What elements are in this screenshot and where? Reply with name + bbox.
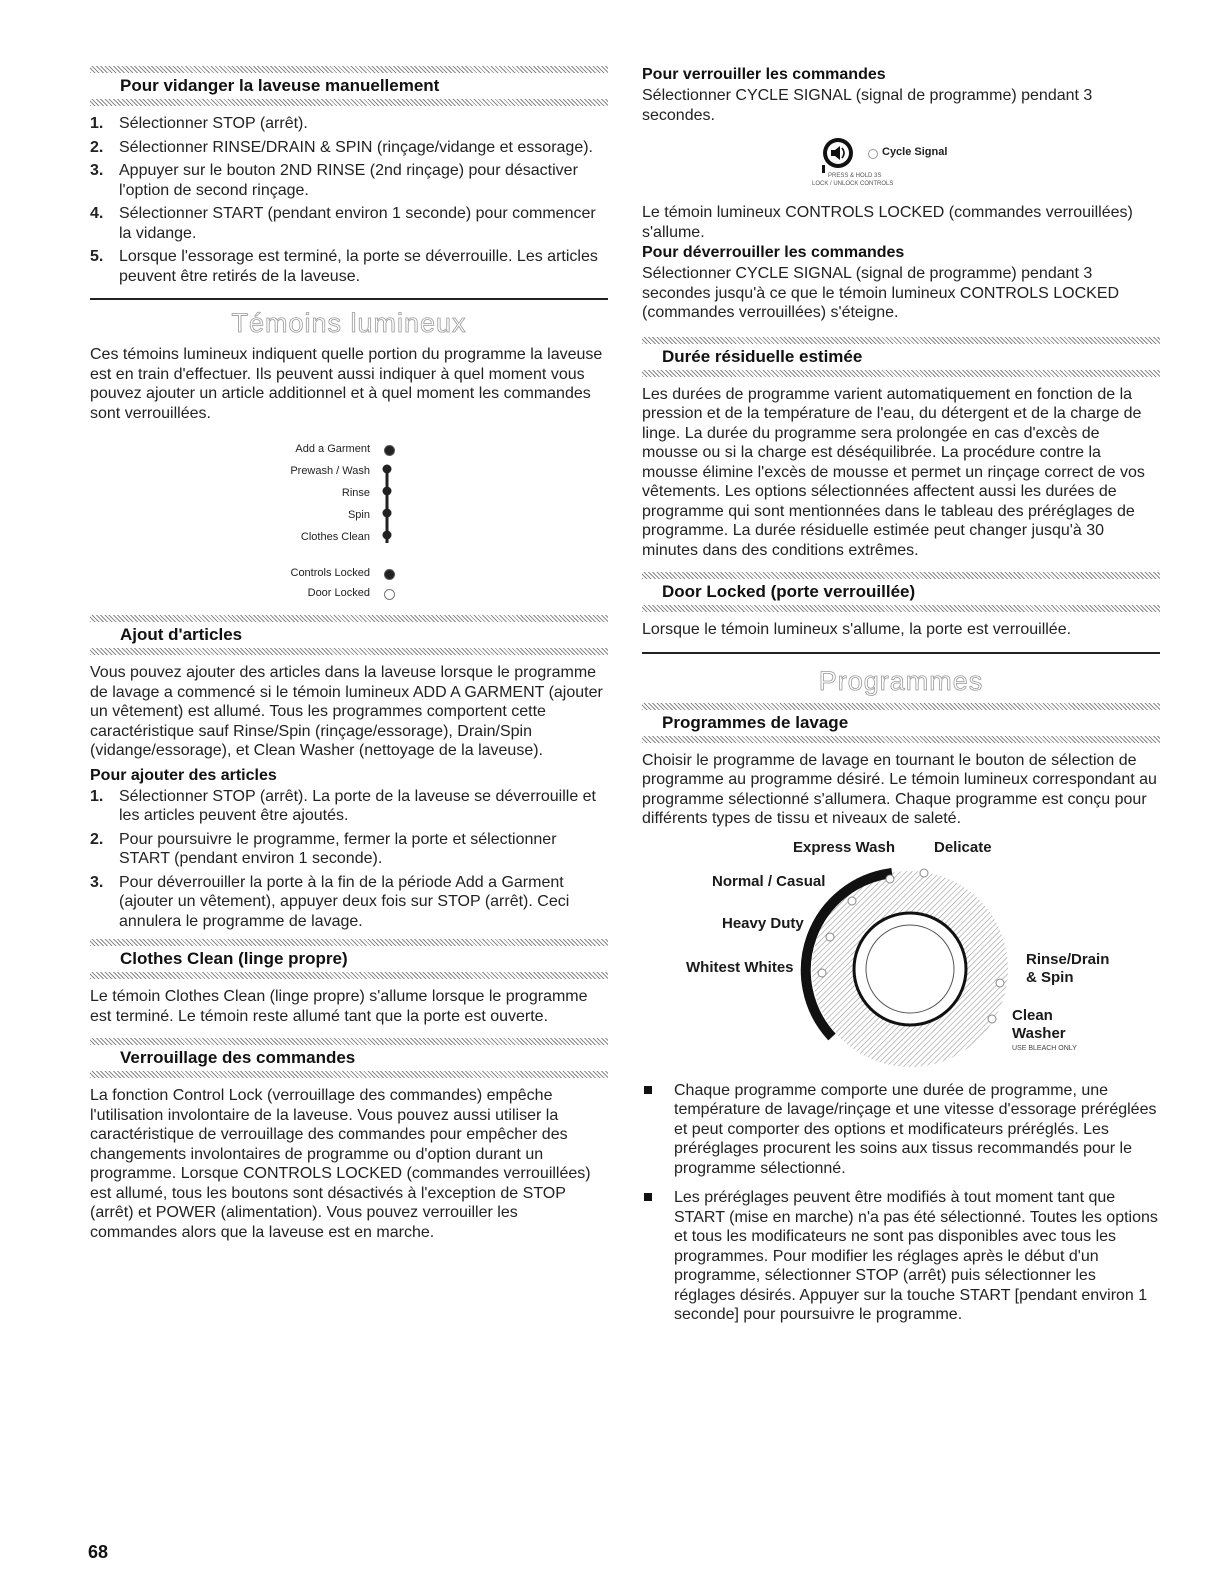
programmes-bullets [642,1081,1160,1325]
cycle-signal-hint: LOCK / UNLOCK CONTROLS [812,181,894,187]
cycle-dial-figure [642,839,1160,1069]
ajout-section [90,615,608,931]
temoins-section [90,308,608,607]
indicator-label: Rinse [341,487,370,499]
right-column [642,66,1160,1335]
hatch-divider [90,1071,608,1078]
cycle-label-normal-casual: Normal / Casual [712,872,826,890]
hatch-divider [642,736,1160,743]
list-item: 4. Sélectionner START (pendant environ 1 seconde) pour commencer la vidange. [90,205,596,242]
bullet-icon [644,1193,652,1201]
hatch-divider [90,66,608,73]
duree-body: Les durées de programme varient automatiquement en fonction de la pression et de la température de l'eau, du détergent et de la charge de linge. La durée du programme sera prolongée en cas d'excès de mousse ou si la charge est déséquilibrée. La procédure contre la mousse élimine l'excès de mousse et permet un rinçage correct de vos vêtements. Les options sélectionnées affectent aussi les durées de programme qui sont mentionnées dans le tableau des préréglages de programme. La durée résiduelle estimée peut changer jusqu'à 30 minutes dans des conditions extrêmes. [642,385,1145,559]
controls-locked-dot-icon [384,569,395,580]
list-item: 5. Lorsque l'essorage est terminé, la porte se déverrouille. Les articles peuvent être retirés de la laveuse. [90,248,598,285]
left-column [90,66,608,1242]
list-item: Chaque programme comporte une durée de programme, une température de lavage/rinçage et une vitesse d'essorage préréglées et peut comporter des options et modificateurs préréglés. Les préréglages procurent les soins aux tissus recommandés pour le programme sélectionné. [642,1081,1160,1179]
list-item: 3. Appuyer sur le bouton 2ND RINSE (2nd rinçage) pour désactiver l'option de second rinçage. [90,162,578,199]
cycle-label-bleach: USE BLEACH ONLY [1012,1044,1077,1052]
drain-title: Pour vidanger la laveuse manuellement [120,76,440,95]
door-body: Lorsque le témoin lumineux s'allume, la porte est verrouillée. [642,621,1072,638]
indicator-label: Controls Locked [290,567,370,579]
indicator-dot-icon [384,445,395,456]
indicator-label: Door Locked [307,587,370,599]
cycle-label-delicate: Delicate [934,838,992,856]
list-item: 2. Pour poursuivre le programme, fermer la porte et sélectionner START (pendant environ 1 seconde). [90,830,557,867]
duree-title: Durée résiduelle estimée [662,346,863,366]
clothes-clean-body: Le témoin Clothes Clean (linge propre) s'allume lorsque le programme est terminé. Le témoin reste allumé tant que la porte est ouverte. [90,988,588,1025]
hatch-divider [642,370,1160,377]
section-rule [90,298,608,300]
cycle-signal-button-icon [820,135,860,175]
list-item: Les préréglages peuvent être modifiés à tout moment tant que START (mise en marche) n'a pas été sélectionné. Toutes les options et tous les modificateurs ne sont pas disponibles avec tous les programmes. Pour modifier les réglages après le début d'un programme, sélectionner STOP (arrêt) puis sélectionner les réglages désirés. Appuyer sur la touche START [pendant environ 1 seconde] pour poursuivre le programme. [642,1188,1160,1325]
lock-title: Pour verrouiller les commandes [642,66,886,83]
clothes-clean-section [90,939,608,1026]
cycle-signal-figure [642,135,1160,191]
cycle-label-express-wash: Express Wash [793,838,895,856]
hatch-divider [90,99,608,106]
programmes-body: Choisir le programme de lavage en tournant le bouton de sélection de programme au programme désiré. Le témoin lumineux correspondant au programme sélectionné s'allumera. Chaque programme est conçu pour différents types de tissu et niveaux de saleté. [642,751,1157,827]
page-number: 68 [88,1542,109,1562]
drain-steps [90,114,608,286]
indicator-label: Clothes Clean [300,531,370,543]
list-item: 1. Sélectionner STOP (arrêt). [90,115,308,132]
door-section [642,572,1160,654]
cycle-signal-hint: PRESS & HOLD 3S [828,173,882,179]
drain-section [90,66,608,300]
cycle-label-rinse-drain: Rinse/Drain [1026,950,1110,968]
cycle-label-clean: Clean [1012,1006,1053,1024]
section-rule [642,652,1160,654]
temoins-title: Témoins lumineux [231,308,467,338]
cycle-signal-label: Cycle Signal [882,146,948,158]
verrouillage-title: Verrouillage des commandes [120,1048,356,1067]
programmes-subtitle: Programmes de lavage [662,712,849,732]
temoins-body: Ces témoins lumineux indiquent quelle portion du programme la laveuse est en train d'effectuer. Ils peuvent aussi indiquer à quel moment vous pouvez ajouter un article additionnel et à quel moment les commandes sont verrouillées. [90,346,603,422]
ajout-subtitle: Pour ajouter des articles [90,766,277,784]
hatch-divider [642,572,1160,579]
cycle-signal-led-icon [868,149,878,159]
ajout-steps [90,787,608,932]
list-item: 1. Sélectionner STOP (arrêt). La porte de la laveuse se déverrouille et les articles peuvent être ajoutés. [90,787,596,824]
lock-section [642,66,1160,323]
verrouillage-section [90,1038,608,1242]
hatch-divider [90,648,608,655]
door-title: Door Locked (porte verrouillée) [662,582,916,601]
ajout-body: Vous pouvez ajouter des articles dans la laveuse lorsque le programme de lavage a commencé si le témoin lumineux ADD A GARMENT (ajouter un vêtement) est allumé. Tous les programmes comportent cette caractéristique sauf Rinse/Spin (rinçage/essorage), Drain/Spin (vidange/essorage), et Clean Washer (nettoyage de la laveuse). [90,664,603,759]
unlock-body: Sélectionner CYCLE SIGNAL (signal de programme) pendant 3 secondes jusqu'à ce que le témoin lumineux CONTROLS LOCKED (commandes verrouillées) s'éteigne. [642,265,1120,321]
hatch-divider [90,615,608,622]
cycle-label-whitest-whites: Whitest Whites [686,958,794,976]
programmes-section [642,666,1160,1325]
clothes-clean-title: Clothes Clean (linge propre) [120,949,348,968]
bullet-icon [644,1086,652,1094]
list-item: 2. Sélectionner RINSE/DRAIN & SPIN (rinçage/vidange et essorage). [90,138,593,156]
cycle-knob-icon [792,861,1012,1071]
cycle-label-heavy-duty: Heavy Duty [722,914,804,932]
lock-after: Le témoin lumineux CONTROLS LOCKED (commandes verrouillées) s'allume. [642,204,1133,241]
hatch-divider [90,939,608,946]
indicator-lights-figure [90,435,608,607]
cycle-label-rinse-spin: & Spin [1026,968,1074,986]
indicator-label: Spin [347,509,370,521]
door-locked-dot-icon [384,589,395,600]
hatch-divider [642,703,1160,710]
indicator-bar-icon [379,463,395,549]
list-item: 3. Pour déverrouiller la porte à la fin de la période Add a Garment (ajouter un vêtement), appuyer deux fois sur STOP (arrêt). Ceci annulera le programme de lavage. [90,873,570,930]
hatch-divider [642,337,1160,344]
programmes-title: Programmes [818,665,984,696]
hatch-divider [90,1038,608,1045]
indicator-label: Add a Garment [295,443,370,455]
lock-body: Sélectionner CYCLE SIGNAL (signal de programme) pendant 3 secondes. [642,87,1093,124]
cycle-label-washer: Washer [1012,1024,1066,1042]
hatch-divider [90,972,608,979]
hatch-divider [642,605,1160,612]
indicator-label: Prewash / Wash [290,465,370,477]
unlock-title: Pour déverrouiller les commandes [642,244,905,261]
ajout-title: Ajout d'articles [120,625,243,644]
verrouillage-body: La fonction Control Lock (verrouillage des commandes) empêche l'utilisation involontaire de la laveuse. Vous pouvez aussi utiliser la caractéristique de verrouillage des commandes pour empêcher des changements involontaires de programme ou d'option durant un programme. Lorsque CONTROLS LOCKED (commandes verrouillées) est allumé, tous les boutons sont désactivés à l'exception de STOP (arrêt) et POWER (alimentation). Vous pouvez verrouiller les commandes alors que la laveuse est en marche. [90,1087,591,1241]
duree-section [642,337,1160,561]
